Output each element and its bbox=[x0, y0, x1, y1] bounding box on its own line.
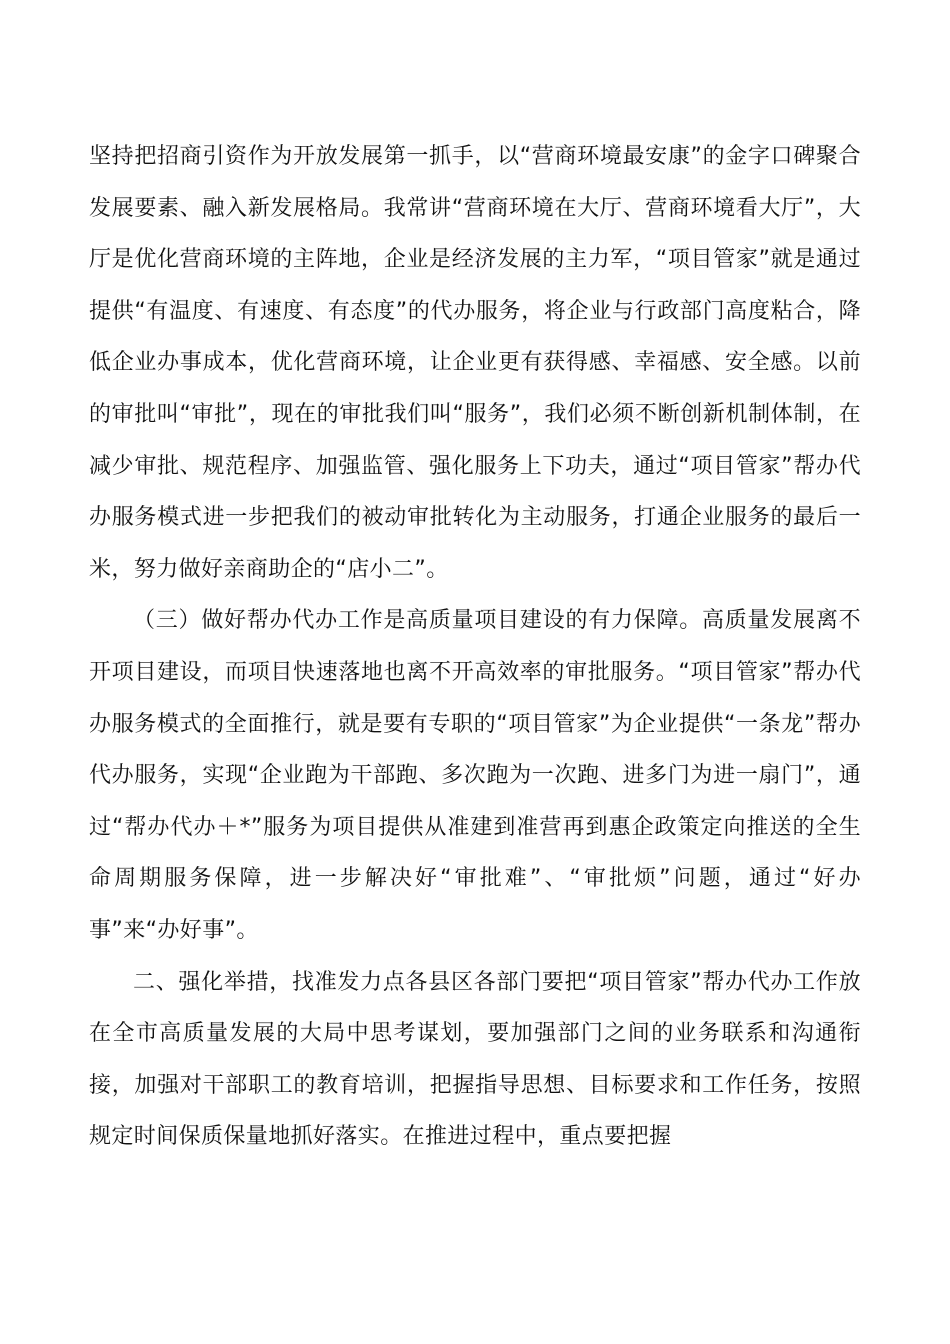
document-body bbox=[89, 131, 861, 1163]
paragraph-1: 坚持把招商引资作为开放发展第一抓手，以“营商环境最安康”的金字口碑聚合发展要素、融入新发展格局。我常讲“营商环境在大厅、营商环境看大厅”，大厅是优化营商环境的主阵地，企业是经济发展的主力军，“项目管家”就是通过提供“有温度、有速度、有态度”的代办服务，将企业与行政部门高度粘合，降低企业办事成本，优化营商环境，让企业更有获得感、幸福感、安全感。以前的审批叫“审批”，现在的审批我们叫“服务”，我们必须不断创新机制体制，在减少审批、规范程序、加强监管、强化服务上下功夫，通过“项目管家”帮办代办服务模式进一步把我们的被动审批转化为主动服务，打通企业服务的最后一米，努力做好亲商助企的“店小二”。 bbox=[89, 144, 861, 582]
paragraph-2: （三）做好帮办代办工作是高质量项目建设的有力保障。高质量发展离不开项目建设，而项目快速落地也离不开高效率的审批服务。“项目管家”帮办代办服务模式的全面推行，就是要有专职的“项目管家”为企业提供“一条龙”帮办代办服务，实现“企业跑为干部跑、多次跑为一次跑、进多门为进一扇门”，通过“帮办代办＋*”服务为项目提供从准建到准营再到惠企政策定向推送的全生命周期服务保障，进一步解决好“审批难”、“审批烦”问题，通过“好办事”来“办好事”。 bbox=[89, 608, 861, 943]
paragraph-3: 二、强化举措，找准发力点各县区各部门要把“项目管家”帮办代办工作放在全市高质量发展的大局中思考谋划，要加强部门之间的业务联系和沟通衔接，加强对干部职工的教育培训，把握指导思想、目标要求和工作任务，按照规定时间保质保量地抓好落实。在推进过程中，重点要把握 bbox=[89, 969, 861, 1150]
